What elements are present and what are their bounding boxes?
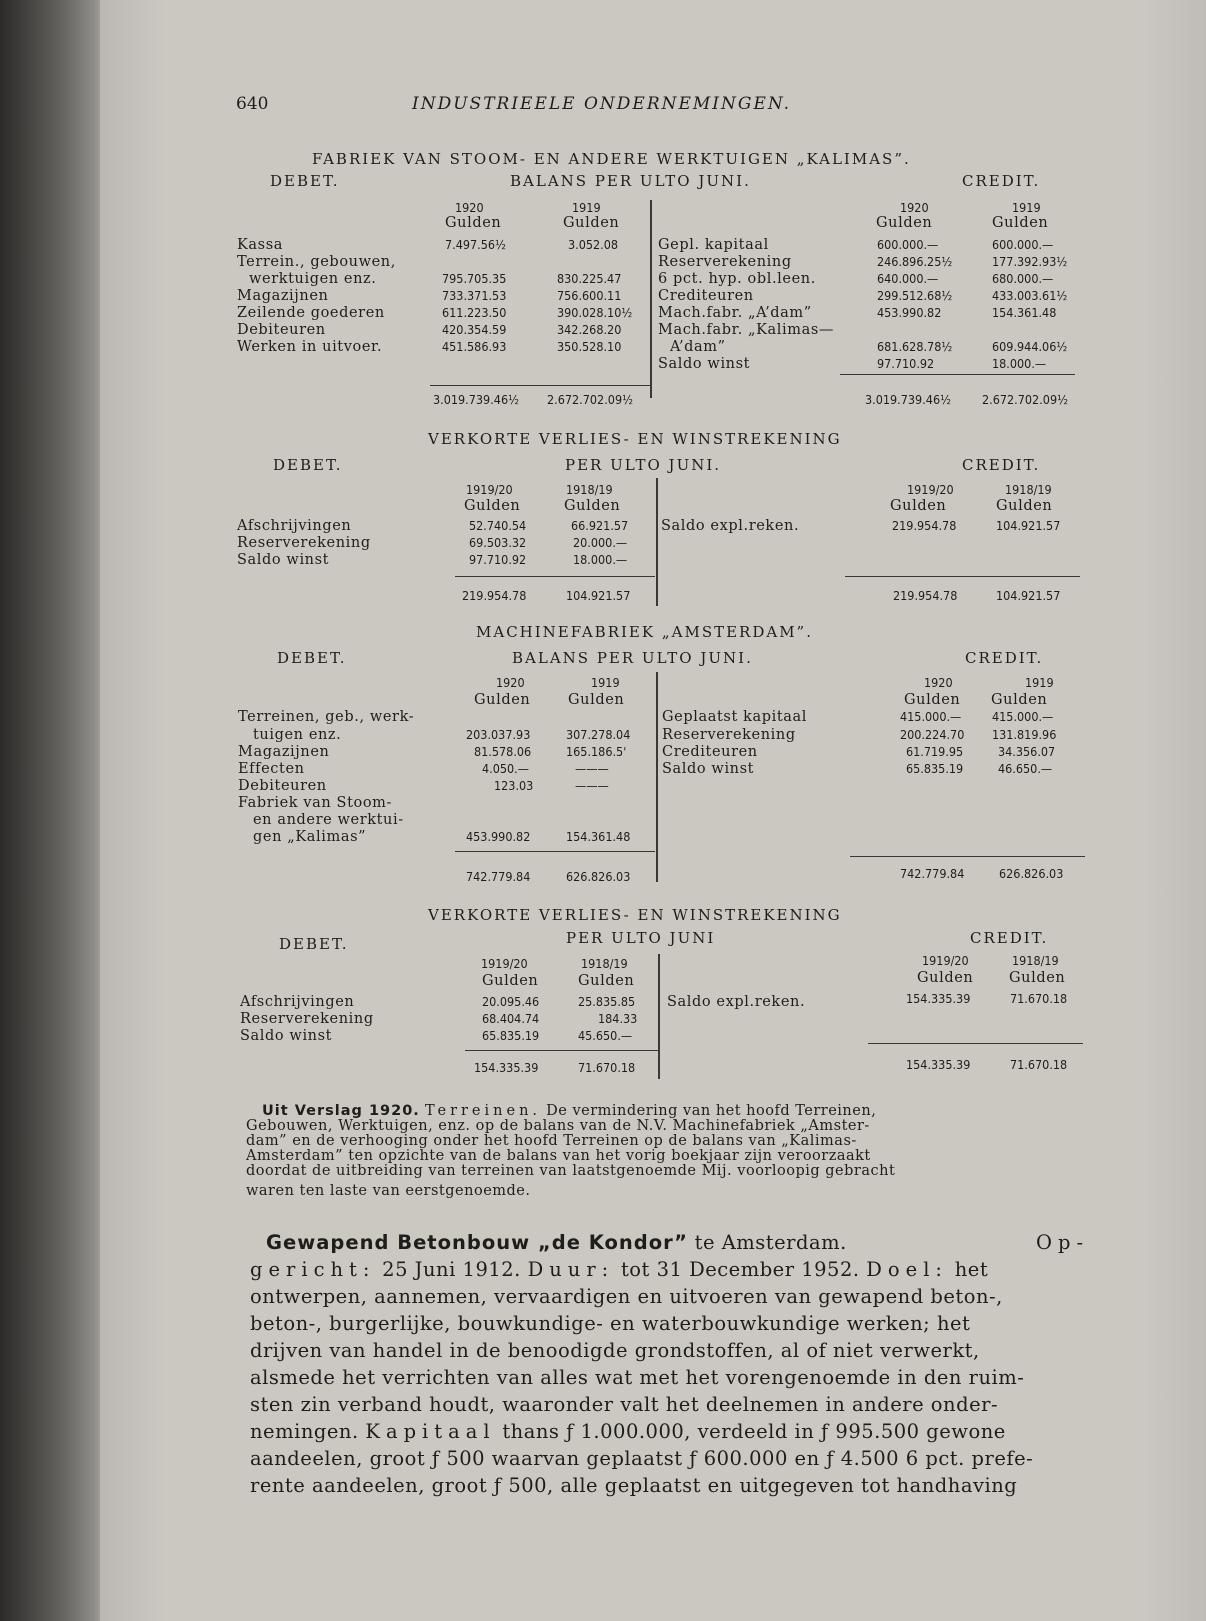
total-credit-a: 742.779.84 — [900, 866, 965, 881]
row-value-a: 4.050.— — [482, 761, 530, 776]
total-credit-b: 104.921.57 — [996, 588, 1061, 603]
total-rule — [430, 385, 650, 386]
row-label: Reserverekening — [240, 1011, 374, 1027]
row-value-b: 154.361.48 — [566, 829, 631, 844]
row-value-b: 609.944.06½ — [992, 339, 1068, 354]
row-value-b: 390.028.10½ — [557, 305, 633, 320]
opgericht-label-start: Op- — [1036, 1231, 1090, 1254]
row-value-a: 97.710.92 — [469, 552, 527, 567]
credit-label: CREDIT. — [962, 172, 1041, 190]
section-title: MACHINEFABRIEK „AMSTERDAM”. — [476, 623, 813, 641]
row-label: Terreinen, geb., werk- — [238, 709, 415, 725]
row-label: Mach.fabr. „A’dam” — [658, 305, 812, 321]
year-b-debit: 1919 — [572, 200, 601, 215]
row-value-a: 451.586.93 — [442, 339, 507, 354]
row-value-b: 66.921.57 — [571, 518, 629, 533]
credit-label: CREDIT. — [962, 456, 1041, 474]
row-value-a: 246.896.25½ — [877, 254, 953, 269]
row-label: Geplaatst kapitaal — [662, 709, 807, 725]
row-value-b: 104.921.57 — [996, 518, 1061, 533]
total-rule — [868, 1043, 1083, 1044]
kapitaal-value: thans ƒ 1.000.000, verdeeld in ƒ 995.500 gewone — [502, 1420, 1006, 1443]
debet-label: DEBET. — [273, 456, 343, 474]
row-value-a: 154.335.39 — [906, 991, 971, 1006]
unit-a-debit: Gulden — [482, 973, 539, 989]
entry-line — [266, 1230, 847, 1257]
entry-line: ontwerpen, aannemen, vervaardigen en uitvoeren van gewapend beton-, — [250, 1285, 1003, 1308]
row-label: Saldo winst — [240, 1028, 333, 1044]
row-value-a: 69.503.32 — [469, 535, 527, 550]
unit-a-credit: Gulden — [917, 970, 974, 986]
entry-line: aandeelen, groot ƒ 500 waarvan geplaatst ƒ 600.000 en ƒ 4.500 6 pct. prefe- — [250, 1447, 1034, 1470]
row-label: Saldo winst — [237, 552, 330, 568]
total-debit-b: 2.672.702.09½ — [547, 392, 633, 407]
row-label: 6 pct. hyp. obl.leen. — [658, 271, 816, 287]
row-value-a: 733.371.53 — [442, 288, 507, 303]
row-label: Effecten — [238, 761, 305, 777]
row-value-b: 165.186.5' — [566, 744, 627, 759]
total-rule — [850, 856, 1085, 857]
year-b-credit: 1919 — [1012, 200, 1041, 215]
note-line: Gebouwen, Werktuigen, enz. op de balans van de N.V. Machinefabriek „Amster- — [246, 1118, 870, 1134]
unit-b-credit: Gulden — [992, 215, 1049, 231]
note-line: dam” en de verhooging onder het hoofd Terreinen op de balans van „Kalimas- — [246, 1133, 857, 1149]
column-divider — [656, 672, 658, 882]
total-credit-a: 3.019.739.46½ — [865, 392, 951, 407]
total-rule — [845, 576, 1080, 577]
doel-label: Doel: — [866, 1258, 949, 1281]
duur-value: tot 31 December 1952. — [620, 1258, 860, 1281]
row-value-a: 97.710.92 — [877, 356, 935, 371]
row-value-b: 342.268.20 — [557, 322, 622, 337]
row-label: Kassa — [237, 237, 284, 253]
row-label: Saldo winst — [662, 761, 755, 777]
unit-b-credit: Gulden — [1009, 970, 1066, 986]
report-note — [262, 1104, 876, 1118]
row-value-b: 415.000.— — [992, 709, 1054, 724]
unit-b-debit: Gulden — [578, 973, 635, 989]
total-credit-b: 71.670.18 — [1010, 1057, 1068, 1072]
row-value-a: 420.354.59 — [442, 322, 507, 337]
section-title: FABRIEK VAN STOOM- EN ANDERE WERKTUIGEN „KALIMAS”. — [312, 150, 911, 168]
unit-b-credit: Gulden — [991, 692, 1048, 708]
row-value-b: 756.600.11 — [557, 288, 622, 303]
column-divider — [656, 478, 658, 606]
row-value-a: 640.000.— — [877, 271, 939, 286]
row-value-a: 453.990.82 — [466, 829, 531, 844]
unit-a-credit: Gulden — [876, 215, 933, 231]
row-label: Afschrijvingen — [240, 994, 355, 1010]
row-value-a: 611.223.50 — [442, 305, 507, 320]
total-rule — [840, 374, 1075, 375]
note-keyword: Terreinen. — [424, 1103, 542, 1119]
row-label: Saldo expl.reken. — [661, 518, 800, 534]
duur-label: Duur: — [527, 1258, 615, 1281]
year-a-credit: 1920 — [924, 675, 953, 690]
note-line: waren ten laste van eerstgenoemde. — [246, 1183, 531, 1199]
company-location: te Amsterdam. — [694, 1231, 847, 1254]
running-head: INDUSTRIEELE ONDERNEMINGEN. — [412, 94, 792, 114]
row-label: Afschrijvingen — [237, 518, 352, 534]
section-title: VERKORTE VERLIES- EN WINSTREKENING — [428, 906, 842, 924]
row-value-a: 299.512.68½ — [877, 288, 953, 303]
total-rule — [465, 1050, 658, 1051]
year-b-debit: 1918/19 — [566, 482, 613, 497]
row-label: Crediteuren — [662, 744, 758, 760]
note-line: De vermindering van het hoofd Terreinen, — [546, 1103, 877, 1119]
unit-b-debit: Gulden — [568, 692, 625, 708]
row-value-b: 131.819.96 — [992, 727, 1057, 742]
total-credit-b: 2.672.702.09½ — [982, 392, 1068, 407]
row-value-b: 600.000.— — [992, 237, 1054, 252]
entry-line: gericht: 25 Juni 1912. Duur: tot 31 December 1952. Doel: het — [250, 1258, 989, 1281]
note-lead: Uit Verslag 1920. — [262, 1103, 420, 1119]
row-value-b: 830.225.47 — [557, 271, 622, 286]
row-value-b: 46.650.— — [998, 761, 1053, 776]
row-label: Magazijnen — [237, 288, 329, 304]
page-number: 640 — [236, 94, 269, 114]
debet-label: DEBET. — [279, 935, 349, 953]
row-value-b: 71.670.18 — [1010, 991, 1068, 1006]
unit-a-credit: Gulden — [904, 692, 961, 708]
total-debit-a: 154.335.39 — [474, 1060, 539, 1075]
row-value-b: 18.000.— — [573, 552, 628, 567]
row-label: Terrein., gebouwen, — [237, 254, 396, 270]
column-divider — [650, 200, 652, 398]
unit-a-debit: Gulden — [464, 498, 521, 514]
row-value-b: 34.356.07 — [998, 744, 1056, 759]
row-label: gen „Kalimas” — [253, 829, 367, 845]
row-value-a: 81.578.06 — [474, 744, 532, 759]
nemingen: nemingen. — [250, 1420, 359, 1443]
row-value-a: 65.835.19 — [482, 1028, 540, 1043]
row-value-a: 7.497.56½ — [445, 237, 506, 252]
total-debit-b: 71.670.18 — [578, 1060, 636, 1075]
row-value-b: 680.000.— — [992, 271, 1054, 286]
row-value-a: 453.990.82 — [877, 305, 942, 320]
credit-label: CREDIT. — [970, 929, 1049, 947]
total-debit-a: 219.954.78 — [462, 588, 527, 603]
row-value-b: 25.835.85 — [578, 994, 636, 1009]
total-debit-b: 104.921.57 — [566, 588, 631, 603]
row-label: Saldo expl.reken. — [667, 994, 806, 1010]
row-label: Werken in uitvoer. — [237, 339, 383, 355]
row-value-a: 20.095.46 — [482, 994, 540, 1009]
row-value-a: 219.954.78 — [892, 518, 957, 533]
section-subtitle: BALANS PER ULTO JUNI. — [510, 172, 751, 190]
row-label: Crediteuren — [658, 288, 754, 304]
year-b-credit: 1919 — [1025, 675, 1054, 690]
note-line: Amsterdam” ten opzichte van de balans van het vorig boekjaar zijn veroorzaakt — [246, 1148, 871, 1164]
year-b-debit: 1919 — [591, 675, 620, 690]
row-value-b: ——— — [575, 761, 609, 776]
debet-label: DEBET. — [277, 649, 347, 667]
note-line: doordat de uitbreiding van terreinen van laatstgenoemde Mij. voorloopig gebracht — [246, 1163, 896, 1179]
year-b-debit: 1918/19 — [581, 956, 628, 971]
kapitaal-label: Kapitaal — [365, 1420, 496, 1443]
total-credit-b: 626.826.03 — [999, 866, 1064, 881]
total-credit-a: 219.954.78 — [893, 588, 958, 603]
unit-b-debit: Gulden — [563, 215, 620, 231]
row-value-b: 154.361.48 — [992, 305, 1057, 320]
entry-line: sten zin verband houdt, waaronder valt het deelnemen in andere onder- — [250, 1393, 999, 1416]
row-value-a: 52.740.54 — [469, 518, 527, 533]
unit-b-debit: Gulden — [564, 498, 621, 514]
row-value-b: 350.528.10 — [557, 339, 622, 354]
year-a-credit: 1920 — [900, 200, 929, 215]
row-value-b: 177.392.93½ — [992, 254, 1068, 269]
row-label: A’dam” — [670, 339, 726, 355]
row-label: Magazijnen — [238, 744, 330, 760]
section-subtitle: PER ULTO JUNI. — [565, 456, 722, 474]
row-value-a: 681.628.78½ — [877, 339, 953, 354]
credit-label: CREDIT. — [965, 649, 1044, 667]
debet-label: DEBET. — [270, 172, 340, 190]
entry-line — [250, 1419, 1006, 1446]
row-label: Debiteuren — [238, 778, 327, 794]
unit-a-debit: Gulden — [474, 692, 531, 708]
entry-line: beton-, burgerlijke, bouwkundige- en waterbouwkundige werken; het — [250, 1312, 971, 1335]
unit-a-debit: Gulden — [445, 215, 502, 231]
entry-line: drijven van handel in de benoodigde grondstoffen, al of niet verwerkt, — [250, 1339, 980, 1362]
unit-a-credit: Gulden — [890, 498, 947, 514]
doel-start: het — [954, 1258, 989, 1281]
year-a-credit: 1919/20 — [922, 953, 969, 968]
total-rule — [455, 851, 655, 852]
year-b-credit: 1918/19 — [1005, 482, 1052, 497]
row-value-a: 123.03 — [494, 778, 534, 793]
row-value-a: 600.000.— — [877, 237, 939, 252]
row-label: Reserverekening — [662, 727, 796, 743]
row-label: Zeilende goederen — [237, 305, 385, 321]
row-label: Debiteuren — [237, 322, 326, 338]
row-value-a: 65.835.19 — [906, 761, 964, 776]
row-value-b: 307.278.04 — [566, 727, 631, 742]
company-name: Gewapend Betonbouw „de Kondor” — [266, 1231, 688, 1254]
row-value-b: 433.003.61½ — [992, 288, 1068, 303]
year-b-credit: 1918/19 — [1012, 953, 1059, 968]
row-value-b: 184.33 — [598, 1011, 638, 1026]
row-label: Reserverekening — [237, 535, 371, 551]
book-spine — [0, 0, 110, 1621]
row-value-b: 20.000.— — [573, 535, 628, 550]
section-title: VERKORTE VERLIES- EN WINSTREKENING — [428, 430, 842, 448]
entry-line: rente aandeelen, groot ƒ 500, alle geplaatst en uitgegeven tot handhaving — [250, 1474, 1018, 1497]
year-a-debit: 1920 — [496, 675, 525, 690]
total-rule — [455, 576, 655, 577]
total-debit-a: 3.019.739.46½ — [433, 392, 519, 407]
year-a-credit: 1919/20 — [907, 482, 954, 497]
row-label: Reserverekening — [658, 254, 792, 270]
row-label: Saldo winst — [658, 356, 751, 372]
row-value-b: 18.000.— — [992, 356, 1047, 371]
section-subtitle: BALANS PER ULTO JUNI. — [512, 649, 753, 667]
entry-line: alsmede het verrichten van alles wat met het vorengenoemde in den ruim- — [250, 1366, 1025, 1389]
row-label: werktuigen enz. — [249, 271, 377, 287]
row-value-a: 415.000.— — [900, 709, 962, 724]
row-value-b: 45.650.— — [578, 1028, 633, 1043]
row-value-a: 795.705.35 — [442, 271, 507, 286]
row-value-a: 68.404.74 — [482, 1011, 540, 1026]
row-value-a: 203.037.93 — [466, 727, 531, 742]
total-debit-b: 626.826.03 — [566, 869, 631, 884]
year-a-debit: 1920 — [455, 200, 484, 215]
opgericht-date: 25 Juni 1912. — [382, 1258, 521, 1281]
unit-b-credit: Gulden — [996, 498, 1053, 514]
row-label: en andere werktui- — [253, 812, 404, 828]
row-value-b: 3.052.08 — [568, 237, 619, 252]
year-a-debit: 1919/20 — [466, 482, 513, 497]
total-credit-a: 154.335.39 — [906, 1057, 971, 1072]
row-value-b: ——— — [575, 778, 609, 793]
section-subtitle: PER ULTO JUNI — [566, 929, 716, 947]
row-label: tuigen enz. — [253, 727, 342, 743]
column-divider — [658, 954, 660, 1079]
row-value-a: 61.719.95 — [906, 744, 964, 759]
total-debit-a: 742.779.84 — [466, 869, 531, 884]
row-label: Mach.fabr. „Kalimas— — [658, 322, 835, 338]
row-label: Gepl. kapitaal — [658, 237, 769, 253]
row-label: Fabriek van Stoom- — [238, 795, 393, 811]
year-a-debit: 1919/20 — [481, 956, 528, 971]
row-value-a: 200.224.70 — [900, 727, 965, 742]
